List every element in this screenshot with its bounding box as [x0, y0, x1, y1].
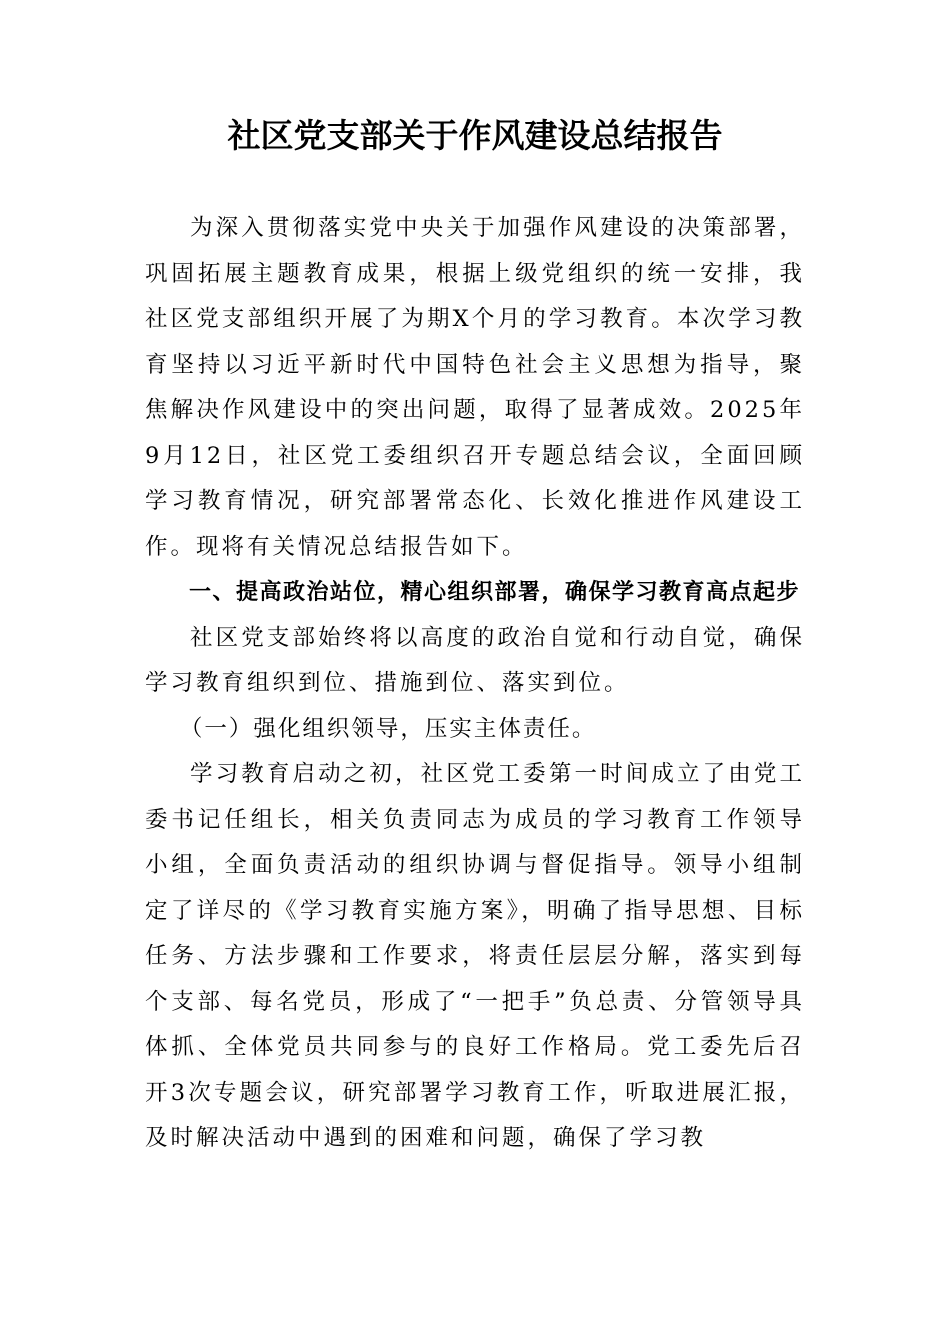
subsection-1-paragraph: 学习教育启动之初，社区党工委第一时间成立了由党工委书记任组长，相关负责同志为成员的学习教育工作领导小组，全面负责活动的组织协调与督促指导。领导小组制定了详尽的《学习教育实施方案》，明确了指导思想、目标任务、方法步骤和工作要求，将责任层层分解，落实到每个支部、每名党员，形成了“一把手”负总责、分管领导具体抓、全体党员共同参与的良好工作格局。党工委先后召开3次专题会议，研究部署学习教育工作，听取进展汇报，及时解决活动中遇到的困难和问题，确保了学习教	[145, 761, 805, 1151]
section-heading-1: 一、提高政治站位，精心组织部署，确保学习教育高点起步	[189, 580, 801, 605]
section-1-paragraph: 社区党支部始终将以高度的政治自觉和行动自觉，确保学习教育组织到位、措施到位、落实到位。	[145, 624, 805, 696]
document-body	[145, 206, 805, 1162]
subsection-heading-1: （一）强化组织领导，压实主体责任。	[179, 715, 597, 742]
document-title: 社区党支部关于作风建设总结报告	[227, 116, 723, 155]
intro-paragraph: 为深入贯彻落实党中央关于加强作风建设的决策部署，巩固拓展主题教育成果，根据上级党组织的统一安排，我社区党支部组织开展了为期X个月的学习教育。本次学习教育坚持以习近平新时代中国特色社会主义思想为指导，聚焦解决作风建设中的突出问题，取得了显著成效。2025年9月12日，社区党工委组织召开专题总结会议，全面回顾学习教育情况，研究部署常态化、长效化推进作风建设工作。现将有关情况总结报告如下。	[145, 215, 805, 560]
